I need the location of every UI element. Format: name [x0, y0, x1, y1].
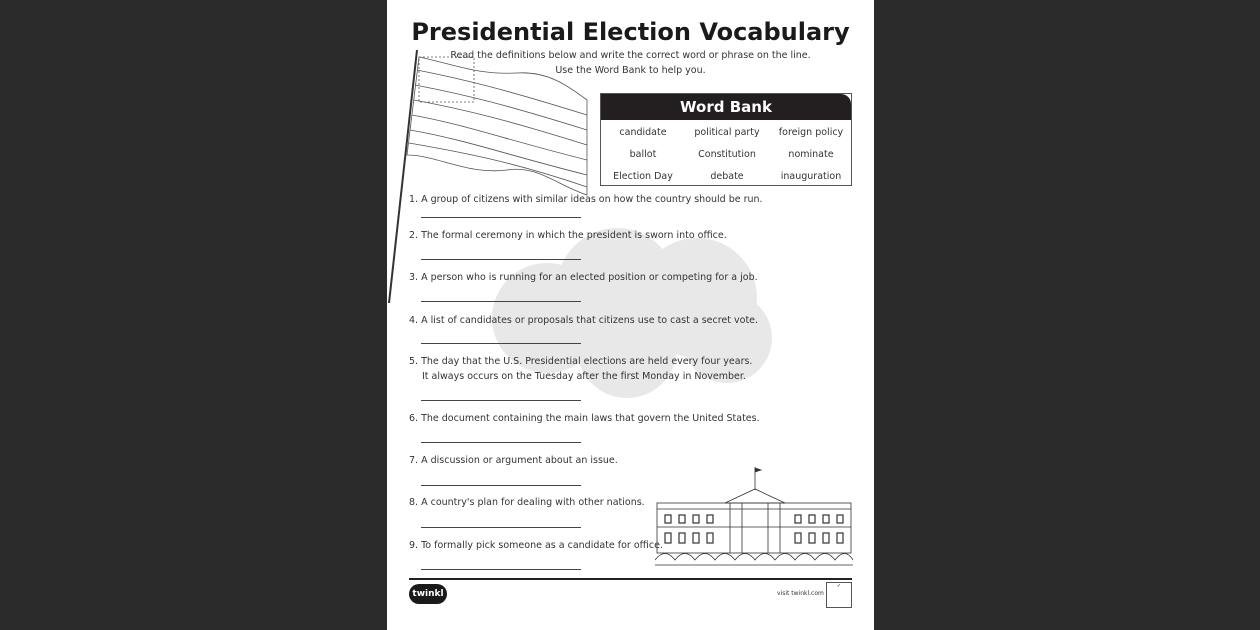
quality-badge-icon: ✓ [826, 582, 852, 608]
worksheet-page [387, 0, 874, 630]
answer-line-8[interactable] [421, 527, 581, 528]
answer-line-7[interactable] [421, 485, 581, 486]
word-bank-word: political party [694, 127, 760, 138]
answer-line-2[interactable] [421, 259, 581, 260]
question-1: 1. A group of citizens with similar ideas on how the country should be run. [409, 194, 763, 205]
white-house-illustration [655, 465, 853, 567]
question-9: 9. To formally pick someone as a candidate for office. [409, 540, 663, 551]
flag-illustration [387, 45, 592, 305]
page-title: Presidential Election Vocabulary [411, 18, 850, 46]
answer-line-1[interactable] [421, 217, 581, 218]
question-3: 3. A person who is running for an elected position or competing for a job. [409, 272, 758, 283]
word-bank-word: foreign policy [778, 127, 844, 138]
question-5-line-2: It always occurs on the Tuesday after the first Monday in November. [422, 371, 746, 382]
answer-line-6[interactable] [421, 442, 581, 443]
word-bank-word: candidate [619, 127, 667, 138]
word-bank-word: nominate [788, 149, 834, 160]
visit-link[interactable]: visit twinkl.com [777, 590, 824, 597]
instructions-line-2: Use the Word Bank to help you. [555, 65, 706, 76]
instructions-line-1: Read the definitions below and write the correct word or phrase on the line. [450, 50, 811, 61]
question-4: 4. A list of candidates or proposals that citizens use to cast a secret vote. [409, 315, 759, 326]
word-bank-word: Election Day [613, 171, 673, 182]
question-5: 5. The day that the U.S. Presidential elections are held every four years. [409, 356, 753, 367]
question-6: 6. The document containing the main laws that govern the United States. [409, 413, 760, 424]
word-bank-word: debate [710, 171, 744, 182]
answer-line-9[interactable] [421, 569, 581, 570]
twinkl-logo[interactable]: twinkl [409, 584, 447, 604]
question-7: 7. A discussion or argument about an issue. [409, 455, 618, 466]
footer-divider [409, 578, 852, 580]
answer-line-4[interactable] [421, 343, 581, 344]
word-bank-word: ballot [629, 149, 657, 160]
question-8: 8. A country's plan for dealing with other nations. [409, 497, 645, 508]
answer-line-3[interactable] [421, 301, 581, 302]
word-bank-title: Word Bank [601, 94, 851, 120]
question-2: 2. The formal ceremony in which the president is sworn into office. [409, 230, 727, 241]
answer-line-5[interactable] [421, 400, 581, 401]
word-bank [600, 93, 852, 186]
word-bank-word: Constitution [698, 149, 756, 160]
word-bank-word: inauguration [780, 171, 842, 182]
